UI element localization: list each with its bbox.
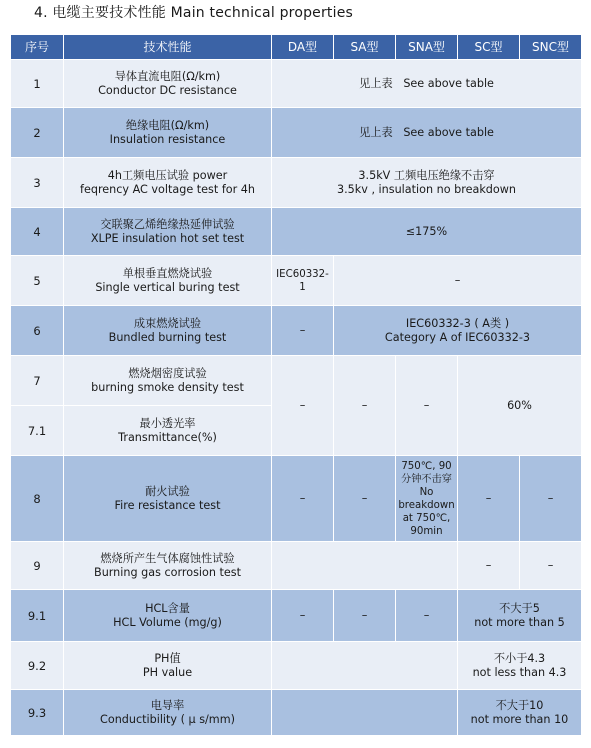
da-value: – <box>272 356 334 456</box>
value-zh: 不小于4.3 <box>493 651 546 665</box>
property-cell <box>64 590 272 642</box>
row-number: 9.2 <box>11 642 64 690</box>
property-cell <box>64 158 272 208</box>
property-zh: 耐火试验 <box>145 484 190 498</box>
row-number: 5 <box>11 256 64 306</box>
section-heading: 4. 电缆主要技术性能 Main technical properties <box>34 5 354 21</box>
sc-value: – <box>458 542 520 590</box>
header-sna: SNA型 <box>396 35 458 60</box>
row-number: 7 <box>11 356 64 406</box>
property-zh: PH值 <box>154 651 181 665</box>
row-number: 7.1 <box>11 406 64 456</box>
empty-cell <box>272 542 458 590</box>
header-da: DA型 <box>272 35 334 60</box>
sna-value: – <box>396 356 458 456</box>
snc-value: – <box>520 456 582 542</box>
property-cell <box>64 690 272 736</box>
value-zh: IEC60332-3 ( A类 ) <box>405 316 510 330</box>
value-en: 3.5kv , insulation no breakdown <box>337 182 516 196</box>
sa-value: – <box>334 356 396 456</box>
empty-cell <box>272 690 458 736</box>
value-zh: 见上表 <box>359 76 393 90</box>
property-en: Burning gas corrosion test <box>94 565 241 579</box>
property-zh: 交联聚乙烯绝缘热延伸试验 <box>100 217 235 231</box>
property-cell <box>64 642 272 690</box>
table-row <box>11 690 582 736</box>
empty-cell <box>272 642 458 690</box>
sa-value: – <box>334 456 396 542</box>
property-en: Fire resistance test <box>114 498 221 512</box>
property-en: XLPE insulation hot set test <box>90 231 245 245</box>
value-cell: ≤175% <box>272 208 582 256</box>
table-row <box>11 60 582 108</box>
table-header-row <box>11 35 582 60</box>
property-en: Conductibility ( μ s/mm) <box>100 712 235 726</box>
property-en: Transmittance(%) <box>118 430 217 444</box>
table-row <box>11 456 582 542</box>
table-row <box>11 208 582 256</box>
property-en: burning smoke density test <box>91 380 244 394</box>
sc-snc-value <box>458 642 582 690</box>
sna-line: at 750℃, <box>402 512 451 524</box>
value-cell <box>334 306 582 356</box>
value-cell <box>272 158 582 208</box>
row-number: 9.1 <box>11 590 64 642</box>
value-zh: 3.5kV 工频电压绝缘不击穿 <box>358 168 495 182</box>
property-cell <box>64 456 272 542</box>
row-number: 3 <box>11 158 64 208</box>
property-zh: 燃烧烟密度试验 <box>128 366 207 380</box>
sc-snc-value <box>458 590 582 642</box>
value-en: not less than 4.3 <box>472 665 567 679</box>
property-cell <box>64 406 272 456</box>
table-row <box>11 542 582 590</box>
row-number: 1 <box>11 60 64 108</box>
property-zh: 单根垂直燃烧试验 <box>122 266 213 280</box>
value-zh: 不大于10 <box>495 698 544 712</box>
table-row <box>11 256 582 306</box>
table-row <box>11 590 582 642</box>
value-en: See above table <box>403 125 494 139</box>
snc-value: – <box>520 542 582 590</box>
sna-value: – <box>396 590 458 642</box>
property-en: PH value <box>142 665 193 679</box>
value-en: not more than 5 <box>474 615 565 629</box>
sc-snc-value <box>458 690 582 736</box>
value-cell <box>272 60 582 108</box>
sna-value <box>396 456 458 542</box>
value-cell <box>272 108 582 158</box>
value-en: Category A of IEC60332-3 <box>384 330 531 344</box>
value-zh: 见上表 <box>359 125 393 139</box>
da-value: – <box>272 590 334 642</box>
da-value: IEC60332-1 <box>272 256 334 306</box>
properties-table <box>10 34 582 736</box>
header-sc: SC型 <box>458 35 520 60</box>
value-zh: 不大于5 <box>499 601 540 615</box>
table-row <box>11 642 582 690</box>
property-zh: 成束燃烧试验 <box>133 316 202 330</box>
property-en: Conductor DC resistance <box>98 83 237 97</box>
property-zh: 最小透光率 <box>139 416 196 430</box>
property-zh: 导体直流电阻(Ω/km) <box>114 69 221 83</box>
sc-snc-value: 60% <box>458 356 582 456</box>
sna-line: No breakdown <box>398 486 455 511</box>
row-number: 9 <box>11 542 64 590</box>
table-row <box>11 306 582 356</box>
row-number: 6 <box>11 306 64 356</box>
property-en: Single vertical buring test <box>95 280 240 294</box>
table-row <box>11 158 582 208</box>
row-number: 2 <box>11 108 64 158</box>
property-cell <box>64 356 272 406</box>
property-en: HCL Volume (mg/g) <box>113 615 222 629</box>
property-cell <box>64 108 272 158</box>
header-property: 技术性能 <box>64 35 272 60</box>
property-cell <box>64 256 272 306</box>
value-en: See above table <box>403 76 494 90</box>
sna-line: 分钟不击穿 <box>401 473 452 485</box>
property-zh: 燃烧所产生气体腐蚀性试验 <box>100 551 235 565</box>
sna-line: 90min <box>410 525 443 537</box>
property-zh: HCL含量 <box>145 601 190 615</box>
property-cell <box>64 60 272 108</box>
header-no: 序号 <box>11 35 64 60</box>
row-number: 8 <box>11 456 64 542</box>
table-row <box>11 356 582 406</box>
property-en: Bundled burning test <box>108 330 227 344</box>
table-row <box>11 108 582 158</box>
property-zh: 绝缘电阻(Ω/km) <box>125 118 210 132</box>
da-value: – <box>272 306 334 356</box>
property-en: Insulation resistance <box>109 132 226 146</box>
row-number: 9.3 <box>11 690 64 736</box>
property-cell <box>64 306 272 356</box>
sa-value: – <box>334 590 396 642</box>
value-en: not more than 10 <box>470 712 569 726</box>
property-cell <box>64 208 272 256</box>
header-sa: SA型 <box>334 35 396 60</box>
header-snc: SNC型 <box>520 35 582 60</box>
property-zh: 电导率 <box>150 698 185 712</box>
property-en: feqrency AC voltage test for 4h <box>80 182 255 196</box>
sc-value: – <box>458 456 520 542</box>
value-cell: – <box>334 256 582 306</box>
property-zh: 4h工频电压试验 power <box>107 168 228 182</box>
property-cell <box>64 542 272 590</box>
row-number: 4 <box>11 208 64 256</box>
da-value: – <box>272 456 334 542</box>
sna-line: 750℃, 90 <box>401 460 452 472</box>
